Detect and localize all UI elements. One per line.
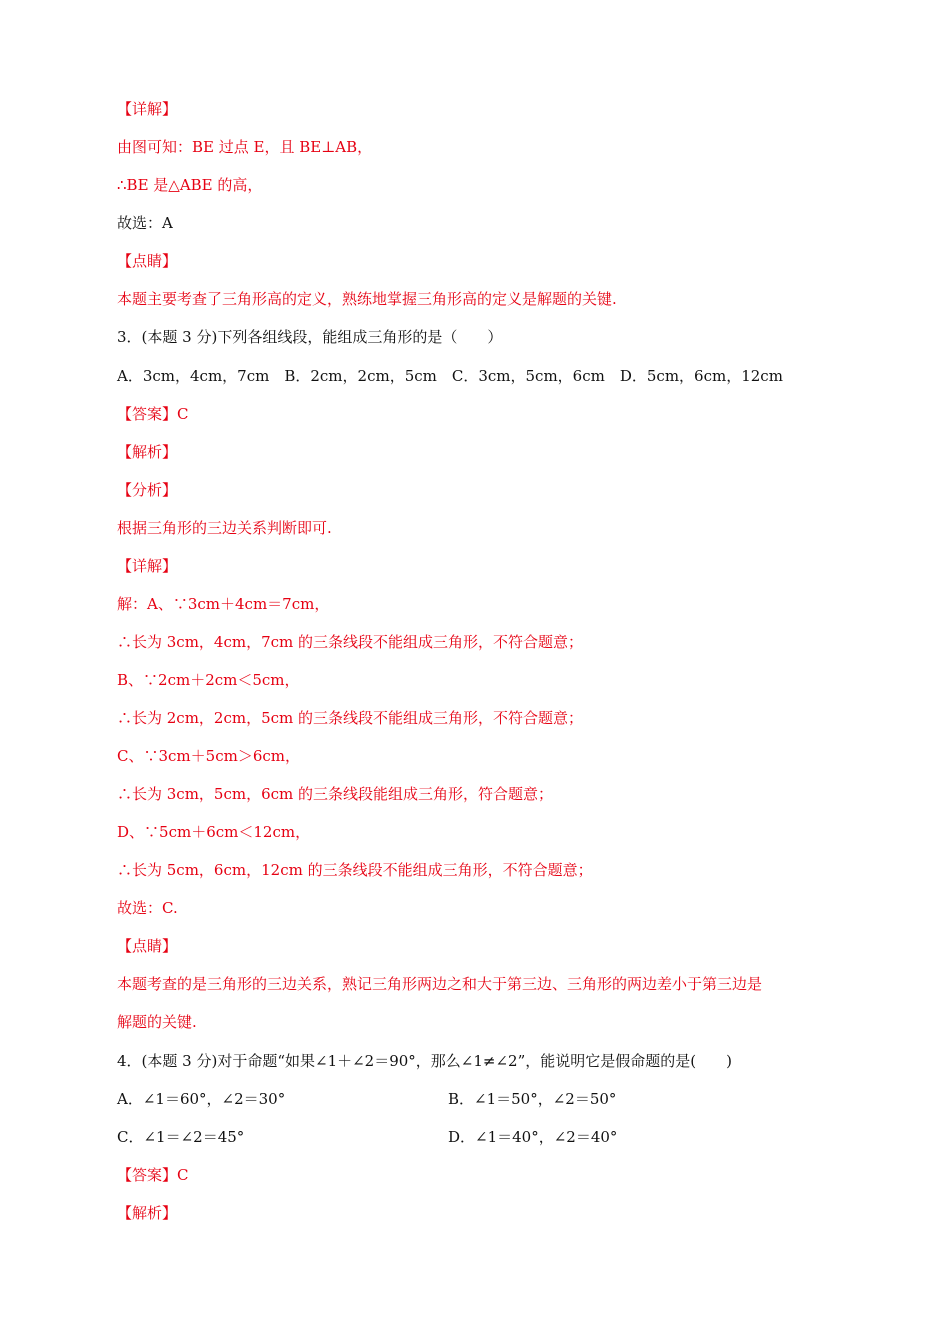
question-3-stem: 3．(本题 3 分)下列各组线段，能组成三角形的是（ ）: [117, 328, 503, 346]
detail-line: 由图可知：BE 过点 E，且 BE⊥AB，: [117, 138, 373, 156]
question-3-options: A．3cm，4cm，7cm B．2cm，2cm，5cm C．3cm，5cm，6cm D．5cm，6cm，12cm: [117, 367, 783, 385]
solution-line: ∴长为 5cm，6cm，12cm 的三条线段不能组成三角形，不符合题意；: [117, 861, 593, 879]
answer-heading: 【答案】C: [117, 1166, 189, 1184]
comment-text: 本题考查的是三角形的三边关系，熟记三角形两边之和大于第三边、三角形的两边差小于第三边是: [117, 975, 763, 993]
question-4-stem: 4．(本题 3 分)对于命题“如果∠1＋∠2＝90°，那么∠1≠∠2”，能说明它是假命题的是( ): [117, 1052, 732, 1070]
detail-line: ∴BE 是△ABE 的高，: [117, 176, 263, 194]
answer-heading: 【答案】C: [117, 405, 189, 423]
answer-choice-line: 故选：A: [117, 214, 173, 232]
solution-line: C、∵3cm＋5cm＞6cm，: [117, 747, 300, 765]
comment-heading: 【点睛】: [117, 252, 178, 270]
detail-heading: 【详解】: [117, 557, 178, 575]
solution-conclusion: 故选：C.: [117, 899, 178, 917]
breakdown-heading: 【分析】: [117, 481, 178, 499]
comment-text: 解题的关键.: [117, 1013, 197, 1031]
question-4-option-d: D．∠1＝40°，∠2＝40°: [448, 1128, 618, 1146]
solution-line: ∴长为 3cm，4cm，7cm 的三条线段不能组成三角形，不符合题意；: [117, 633, 584, 651]
solution-line: ∴长为 2cm，2cm，5cm 的三条线段不能组成三角形，不符合题意；: [117, 709, 584, 727]
detail-heading: 【详解】: [117, 100, 178, 118]
question-4-option-c: C．∠1＝∠2＝45°: [117, 1128, 245, 1146]
solution-line: B、∵2cm＋2cm＜5cm，: [117, 671, 300, 689]
solution-line: ∴长为 3cm，5cm，6cm 的三条线段能组成三角形，符合题意；: [117, 785, 554, 803]
comment-heading: 【点睛】: [117, 937, 178, 955]
breakdown-text: 根据三角形的三边关系判断即可.: [117, 519, 332, 537]
solution-line: D、∵5cm＋6cm＜12cm，: [117, 823, 311, 841]
solution-line: 解：A、∵3cm＋4cm＝7cm，: [117, 595, 330, 613]
question-4-option-b: B．∠1＝50°，∠2＝50°: [448, 1090, 617, 1108]
analysis-heading: 【解析】: [117, 443, 178, 461]
analysis-heading: 【解析】: [117, 1204, 178, 1222]
comment-text: 本题主要考查了三角形高的定义，熟练地掌握三角形高的定义是解题的关键.: [117, 290, 617, 308]
question-4-option-a: A．∠1＝60°，∠2＝30°: [117, 1090, 286, 1108]
